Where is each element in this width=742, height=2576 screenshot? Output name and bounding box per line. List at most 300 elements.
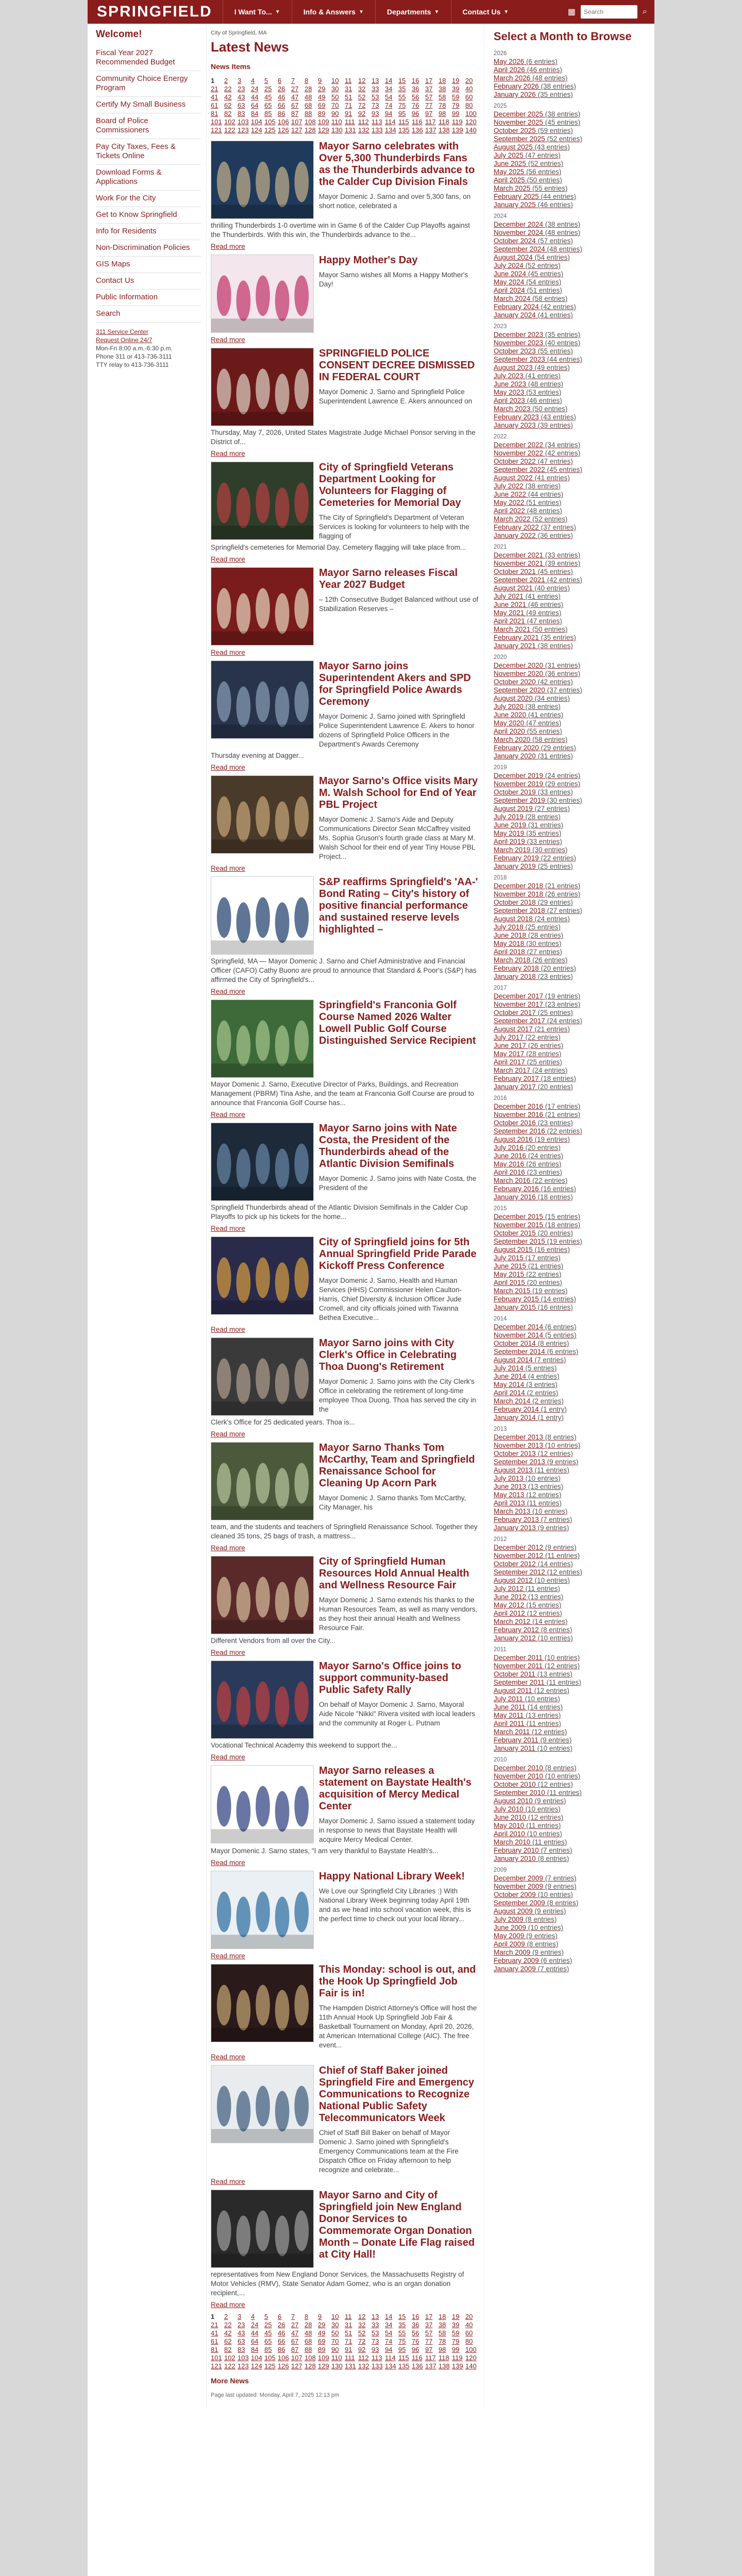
page-number-link[interactable]: 51 [345,2329,352,2337]
page-number-link[interactable]: 48 [305,93,312,101]
page-number-link[interactable]: 137 [425,126,436,134]
archive-month-link[interactable] [494,405,646,413]
page-number-link[interactable]: 33 [372,85,379,93]
archive-month-link[interactable] [494,1593,646,1601]
archive-month-link[interactable] [494,703,646,711]
archive-month-link[interactable] [494,457,646,466]
archive-month-link[interactable] [494,58,646,66]
apps-grid-icon[interactable]: ▦ [567,8,576,16]
page-number-link[interactable]: 111 [345,2354,355,2362]
archive-month-link[interactable] [494,1017,646,1025]
archive-month-link[interactable] [494,270,646,278]
archive-month-link[interactable] [494,1083,646,1091]
page-number-link[interactable]: 6 [278,77,282,84]
page-number-link[interactable]: 33 [372,2321,379,2329]
archive-month-link[interactable] [494,805,646,813]
page-number-link[interactable]: 106 [278,118,289,126]
page-number-link[interactable]: 83 [238,110,245,117]
page-number-link[interactable]: 117 [425,2354,436,2362]
archive-month-link[interactable] [494,1883,646,1891]
read-more-link[interactable]: Read more [211,1544,245,1552]
sidebar-item[interactable]: Community Choice Energy Program [96,71,201,97]
archive-month-link[interactable] [494,1781,646,1789]
archive-month-link[interactable] [494,110,646,118]
archive-month-link[interactable] [494,1544,646,1552]
archive-month-link[interactable] [494,1907,646,1916]
page-number-link[interactable]: 140 [465,126,477,134]
page-number-link[interactable]: 60 [465,2329,473,2337]
archive-month-link[interactable] [494,642,646,650]
page-number-link[interactable]: 97 [425,2346,433,2353]
archive-month-link[interactable] [494,1254,646,1262]
archive-month-link[interactable] [494,127,646,135]
archive-month-link[interactable] [494,796,646,805]
archive-month-link[interactable] [494,992,646,1001]
page-number-link[interactable]: 124 [251,126,262,134]
archive-month-link[interactable] [494,882,646,890]
page-number-link[interactable]: 134 [385,126,396,134]
archive-month-link[interactable] [494,66,646,74]
archive-month-link[interactable] [494,1348,646,1356]
archive-month-link[interactable] [494,973,646,981]
page-number-link[interactable]: 83 [238,2346,245,2353]
page-number-link[interactable]: 118 [439,118,449,126]
page-number-link[interactable]: 34 [385,2321,393,2329]
page-number-link[interactable]: 90 [331,110,339,117]
page-number-link[interactable]: 13 [372,2313,379,2320]
archive-month-link[interactable] [494,499,646,507]
page-number-link[interactable]: 87 [291,2346,299,2353]
page-number-link[interactable]: 29 [318,85,326,93]
archive-month-link[interactable] [494,727,646,736]
page-number-link[interactable]: 64 [251,2337,259,2345]
archive-month-link[interactable] [494,421,646,430]
archive-month-link[interactable] [494,625,646,634]
page-number-link[interactable]: 122 [224,2362,235,2370]
article-image[interactable] [211,1236,314,1315]
archive-month-link[interactable] [494,551,646,560]
archive-month-link[interactable] [494,1846,646,1855]
page-number-link[interactable]: 130 [331,126,343,134]
article-image[interactable] [211,660,314,739]
page-number-link[interactable]: 68 [305,101,312,109]
page-number-link[interactable]: 70 [331,101,339,109]
page-number-link[interactable]: 50 [331,2329,339,2337]
sidebar-item[interactable]: Public Information [96,290,201,306]
nav-contact-us[interactable] [451,0,520,24]
page-number-link[interactable]: 109 [318,118,329,126]
archive-month-link[interactable] [494,686,646,694]
page-number-link[interactable]: 35 [398,2321,406,2329]
archive-month-link[interactable] [494,388,646,397]
sidebar-item[interactable]: Board of Police Commissioners [96,113,201,139]
page-number-link[interactable]: 61 [211,2337,218,2345]
read-more-link[interactable]: Read more [211,1649,245,1656]
page-number-link[interactable]: 95 [398,2346,406,2353]
page-number-link[interactable]: 50 [331,93,339,101]
page-number-link[interactable]: 63 [238,101,245,109]
page-number-link[interactable]: 92 [358,110,366,117]
archive-month-link[interactable] [494,1728,646,1736]
archive-month-link[interactable] [494,1601,646,1609]
page-number-link[interactable]: 7 [291,2313,295,2320]
page-number-link[interactable]: 112 [358,2354,369,2362]
page-number-link[interactable]: 71 [345,101,352,109]
page-number-link[interactable]: 16 [412,2313,419,2320]
page-number-link[interactable]: 77 [425,2337,433,2345]
page-number-link[interactable]: 98 [439,2346,446,2353]
page-number-link[interactable]: 102 [224,118,235,126]
archive-month-link[interactable] [494,907,646,915]
archive-month-link[interactable] [494,609,646,617]
archive-month-link[interactable] [494,1414,646,1422]
read-more-link[interactable]: Read more [211,1430,245,1438]
archive-month-link[interactable] [494,331,646,339]
page-number-link[interactable]: 52 [358,2329,366,2337]
archive-month-link[interactable] [494,1475,646,1483]
archive-month-link[interactable] [494,1711,646,1720]
archive-month-link[interactable] [494,91,646,99]
archive-month-link[interactable] [494,1687,646,1695]
page-number-link[interactable]: 18 [439,77,446,84]
archive-month-link[interactable] [494,1634,646,1642]
page-number-link[interactable]: 110 [331,118,342,126]
archive-month-link[interactable] [494,964,646,973]
page-number-link[interactable]: 21 [211,85,218,93]
page-number-link[interactable]: 107 [291,2354,302,2362]
read-more-link[interactable]: Read more [211,1326,245,1333]
page-number-link[interactable]: 23 [238,2321,245,2329]
archive-month-link[interactable] [494,1874,646,1883]
page-number-link[interactable]: 58 [439,2329,446,2337]
archive-month-link[interactable] [494,1185,646,1193]
page-number-link[interactable]: 55 [398,2329,406,2337]
nav-departments[interactable] [375,0,451,24]
page-number-link[interactable]: 60 [465,93,473,101]
archive-month-link[interactable] [494,490,646,499]
sidebar-item[interactable]: Certify My Small Business [96,97,201,113]
page-number-link[interactable]: 71 [345,2337,352,2345]
page-number-link[interactable]: 19 [452,77,460,84]
sidebar-item[interactable]: Work For the City [96,191,201,207]
read-more-link[interactable]: Read more [211,865,245,872]
archive-month-link[interactable] [494,1033,646,1042]
archive-month-link[interactable] [494,1025,646,1033]
archive-month-link[interactable] [494,1287,646,1295]
page-number-link[interactable]: 138 [439,126,450,134]
page-number-link[interactable]: 27 [291,2321,299,2329]
archive-month-link[interactable] [494,899,646,907]
page-number-link[interactable]: 67 [291,2337,299,2345]
article-title[interactable]: This Monday: school is out, and the Hook Up Springfield Job Fair is in! [319,1964,476,1999]
search-icon[interactable]: ⌕ [643,7,647,16]
page-number-link[interactable]: 131 [345,126,356,134]
archive-month-link[interactable] [494,193,646,201]
page-number-link[interactable]: 20 [465,77,473,84]
archive-month-link[interactable] [494,1295,646,1303]
archive-month-link[interactable] [494,380,646,388]
page-number-link[interactable]: 30 [331,85,339,93]
archive-month-link[interactable] [494,1323,646,1331]
archive-month-link[interactable] [494,772,646,780]
page-number-link[interactable]: 89 [318,110,326,117]
page-number-link[interactable]: 135 [398,2362,410,2370]
archive-month-link[interactable] [494,1654,646,1662]
page-number-link[interactable]: 118 [439,2354,449,2362]
page-number-link[interactable]: 101 [211,2354,222,2362]
page-number-link[interactable]: 89 [318,2346,326,2353]
page-number-link[interactable]: 67 [291,101,299,109]
archive-month-link[interactable] [494,295,646,303]
page-number-link[interactable]: 127 [291,2362,302,2370]
page-number-link[interactable]: 37 [425,2321,433,2329]
page-number-link[interactable]: 54 [385,93,393,101]
archive-month-link[interactable] [494,854,646,862]
archive-month-link[interactable] [494,1948,646,1957]
archive-month-link[interactable] [494,592,646,601]
archive-month-link[interactable] [494,1238,646,1246]
page-number-link[interactable]: 12 [358,2313,366,2320]
archive-month-link[interactable] [494,752,646,760]
article-title[interactable]: SPRINGFIELD POLICE CONSENT DECREE DISMISSED IN FEDERAL COURT [319,348,475,383]
archive-month-link[interactable] [494,948,646,956]
archive-month-link[interactable] [494,413,646,421]
page-number-link[interactable]: 102 [224,2354,235,2362]
archive-month-link[interactable] [494,1050,646,1058]
page-number-link[interactable]: 81 [211,2346,218,2353]
archive-month-link[interactable] [494,940,646,948]
archive-month-link[interactable] [494,711,646,719]
page-number-link[interactable]: 43 [238,93,245,101]
page-number-link[interactable]: 19 [452,2313,460,2320]
page-number-link[interactable]: 84 [251,110,259,117]
archive-month-link[interactable] [494,1221,646,1229]
page-number-link[interactable]: 6 [278,2313,282,2320]
page-number-link[interactable]: 15 [398,77,406,84]
page-number-link[interactable]: 53 [372,2329,379,2337]
page-number-link[interactable]: 61 [211,101,218,109]
archive-month-link[interactable] [494,1814,646,1822]
page-number-link[interactable]: 54 [385,2329,393,2337]
read-more-link[interactable]: Read more [211,2053,245,2061]
read-more-link[interactable]: Read more [211,450,245,457]
article-title[interactable]: Mayor Sarno releases a statement on Baystate Health's acquisition of Mercy Medical Center [319,1765,471,1812]
archive-month-link[interactable] [494,1364,646,1372]
archive-month-link[interactable] [494,1552,646,1560]
page-number-link[interactable]: 44 [251,2329,259,2337]
page-number-link[interactable]: 38 [439,85,446,93]
archive-month-link[interactable] [494,678,646,686]
archive-month-link[interactable] [494,862,646,871]
page-number-link[interactable]: 14 [385,77,393,84]
page-number-link[interactable]: 58 [439,93,446,101]
page-number-link[interactable]: 81 [211,110,218,117]
archive-month-link[interactable] [494,634,646,642]
archive-month-link[interactable] [494,694,646,703]
archive-month-link[interactable] [494,1764,646,1772]
page-number-link[interactable]: 4 [251,2313,255,2320]
archive-month-link[interactable] [494,160,646,168]
archive-month-link[interactable] [494,1662,646,1670]
archive-month-link[interactable] [494,441,646,449]
page-number-link[interactable]: 23 [238,85,245,93]
archive-month-link[interactable] [494,1670,646,1679]
archive-month-link[interactable] [494,1001,646,1009]
archive-month-link[interactable] [494,1389,646,1397]
archive-month-link[interactable] [494,303,646,311]
page-number-link[interactable]: 64 [251,101,259,109]
archive-month-link[interactable] [494,719,646,727]
article-image[interactable] [211,1123,314,1201]
page-number-link[interactable]: 136 [412,2362,423,2370]
read-more-link[interactable]: Read more [211,764,245,771]
page-number-link[interactable]: 78 [439,101,446,109]
archive-month-link[interactable] [494,1177,646,1185]
archive-month-link[interactable] [494,1797,646,1805]
page-number-link[interactable]: 12 [358,77,366,84]
page-number-link[interactable]: 13 [372,77,379,84]
article-image[interactable] [211,567,314,646]
page-number-link[interactable]: 82 [224,110,232,117]
archive-month-link[interactable] [494,1703,646,1711]
page-number-link[interactable]: 48 [305,2329,312,2337]
page-number-link[interactable]: 99 [452,2346,460,2353]
archive-month-link[interactable] [494,931,646,940]
page-number-link[interactable]: 103 [238,2354,249,2362]
page-number-link[interactable]: 137 [425,2362,436,2370]
page-number-link[interactable]: 111 [345,118,355,126]
page-number-link[interactable]: 40 [465,2321,473,2329]
archive-month-link[interactable] [494,311,646,319]
archive-month-link[interactable] [494,1720,646,1728]
article-image[interactable] [211,462,314,540]
page-number-link[interactable]: 39 [452,85,460,93]
page-number-link[interactable]: 72 [358,101,366,109]
read-more-link[interactable]: Read more [211,243,245,250]
archive-month-link[interactable] [494,1009,646,1017]
page-number-link[interactable]: 56 [412,93,419,101]
archive-month-link[interactable] [494,364,646,372]
page-number-link[interactable]: 105 [264,118,276,126]
archive-month-link[interactable] [494,1331,646,1340]
archive-month-link[interactable] [494,662,646,670]
page-number-link[interactable]: 37 [425,85,433,93]
page-number-link[interactable]: 17 [425,77,433,84]
page-number-link[interactable]: 121 [211,2362,222,2370]
page-number-link[interactable]: 53 [372,93,379,101]
page-number-link[interactable]: 119 [452,2354,463,2362]
page-number-link[interactable]: 14 [385,2313,393,2320]
page-number-link[interactable]: 120 [465,2354,477,2362]
archive-month-link[interactable] [494,601,646,609]
page-number-link[interactable]: 80 [465,101,473,109]
archive-month-link[interactable] [494,780,646,788]
page-number-link[interactable]: 88 [305,2346,312,2353]
article-title[interactable]: Happy Mother's Day [319,255,418,266]
page-number-link[interactable]: 104 [251,2354,262,2362]
archive-month-link[interactable] [494,1830,646,1838]
page-number-link[interactable]: 22 [224,85,232,93]
page-number-link[interactable]: 66 [278,101,285,109]
read-more-link[interactable]: Read more [211,649,245,656]
archive-month-link[interactable] [494,1152,646,1160]
breadcrumb[interactable]: City of Springfield, MA [211,30,267,36]
archive-month-link[interactable] [494,245,646,253]
page-number-link[interactable]: 5 [264,77,268,84]
archive-month-link[interactable] [494,1075,646,1083]
archive-month-link[interactable] [494,1491,646,1499]
article-image[interactable] [211,1871,314,1949]
page-number-link[interactable]: 45 [264,2329,272,2337]
archive-month-link[interactable] [494,1822,646,1830]
page-number-link[interactable]: 11 [345,77,352,84]
service-center-title[interactable]: 311 Service Center [96,328,148,335]
archive-month-link[interactable] [494,347,646,355]
archive-month-link[interactable] [494,151,646,160]
archive-month-link[interactable] [494,176,646,184]
archive-month-link[interactable] [494,915,646,923]
article-image[interactable] [211,1556,314,1634]
archive-month-link[interactable] [494,184,646,193]
page-number-link[interactable]: 65 [264,101,272,109]
archive-month-link[interactable] [494,143,646,151]
article-image[interactable] [211,255,314,333]
archive-month-link[interactable] [494,1499,646,1507]
archive-month-link[interactable] [494,1516,646,1524]
page-number-link[interactable]: 15 [398,2313,406,2320]
page-number-link[interactable]: 86 [278,110,285,117]
page-number-link[interactable]: 73 [372,101,379,109]
archive-month-link[interactable] [494,1458,646,1466]
page-number-link[interactable]: 42 [224,2329,232,2337]
page-number-link[interactable]: 8 [305,77,309,84]
page-number-link[interactable]: 74 [385,2337,393,2345]
page-number-link[interactable]: 72 [358,2337,366,2345]
archive-month-link[interactable] [494,788,646,796]
page-number-link[interactable]: 123 [238,2362,249,2370]
read-more-link[interactable]: Read more [211,1753,245,1761]
archive-month-link[interactable] [494,1160,646,1168]
page-number-link[interactable]: 16 [412,77,419,84]
page-number-link[interactable]: 98 [439,110,446,117]
page-number-link[interactable]: 26 [278,85,285,93]
page-number-link[interactable]: 46 [278,93,285,101]
article-title[interactable]: City of Springfield Veterans Department Looking for Volunteers for Flagging of Cemeteries for Memorial Day [319,462,461,509]
read-more-link[interactable]: Read more [211,1952,245,1960]
page-number-link[interactable]: 132 [358,126,369,134]
page-number-link[interactable]: 79 [452,2337,460,2345]
page-number-link[interactable]: 92 [358,2346,366,2353]
archive-month-link[interactable] [494,1058,646,1066]
page-number-link[interactable]: 17 [425,2313,433,2320]
page-number-link[interactable]: 73 [372,2337,379,2345]
page-number-link[interactable]: 38 [439,2321,446,2329]
archive-month-link[interactable] [494,1303,646,1312]
archive-month-link[interactable] [494,576,646,584]
article-image[interactable] [211,876,314,955]
article-title[interactable]: S&P reaffirms Springfield's 'AA-' Bond Rating – City's history of positive financial performance and sustained reserve levels highlighted – [319,876,478,935]
page-number-link[interactable]: 100 [465,2346,477,2353]
archive-month-link[interactable] [494,1397,646,1405]
page-number-link[interactable]: 68 [305,2337,312,2345]
archive-month-link[interactable] [494,532,646,540]
page-number-link[interactable]: 28 [305,85,312,93]
sidebar-item[interactable]: Download Forms & Applications [96,165,201,191]
article-title[interactable]: Mayor Sarno celebrates with Over 5,300 Thunderbirds Fans as the Thunderbirds advance to the Calder Cup Division Finals [319,141,475,188]
page-number-link[interactable]: 139 [452,2362,463,2370]
page-number-link[interactable]: 62 [224,2337,232,2345]
page-number-link[interactable]: 119 [452,118,463,126]
